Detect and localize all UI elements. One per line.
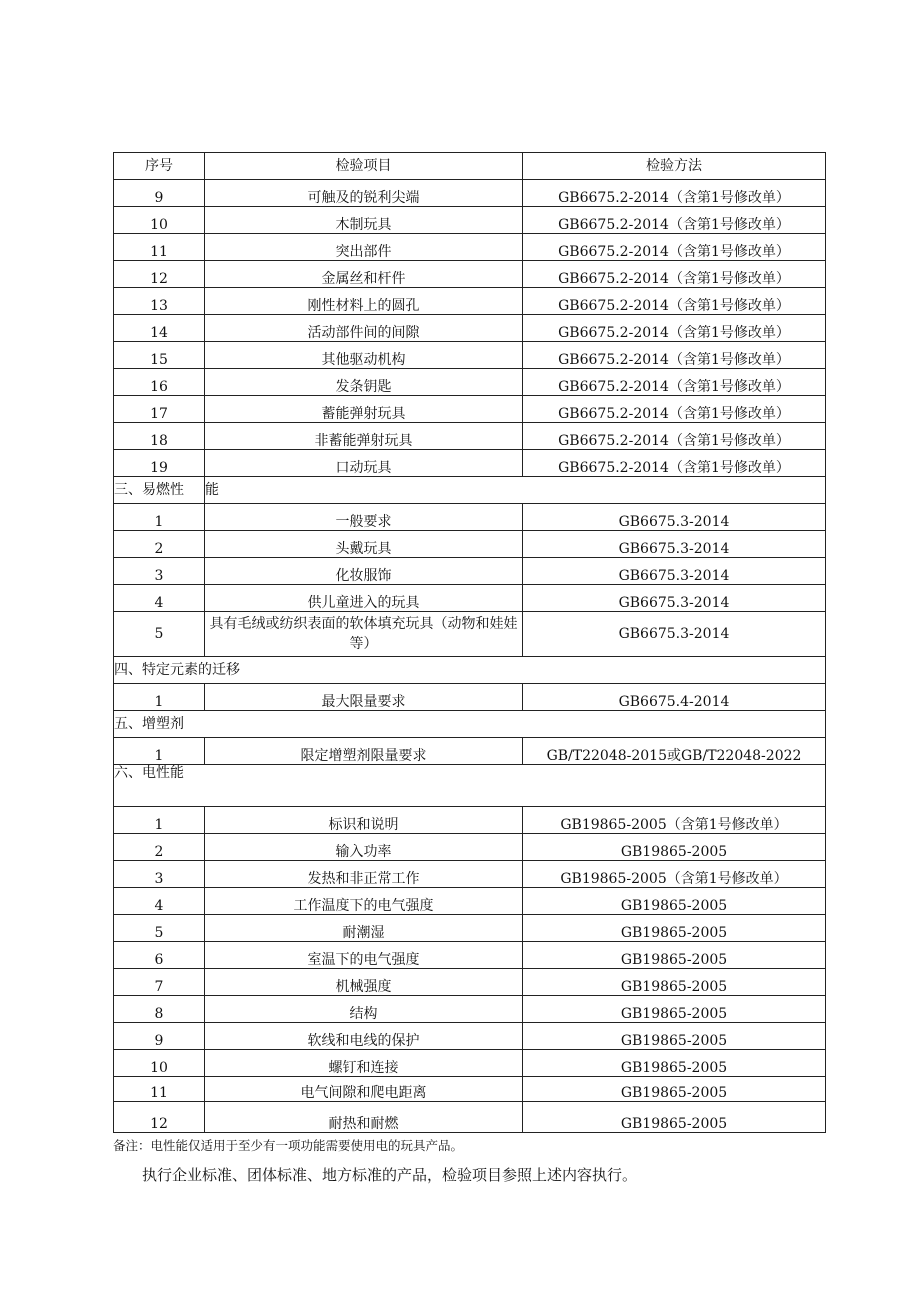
row-seq: 9 [114, 180, 205, 207]
row-seq: 12 [114, 261, 205, 288]
table-row [114, 396, 826, 423]
table-row [114, 531, 826, 558]
row-method: GB6675.2-2014（含第1号修改单） [523, 234, 826, 261]
section-label: 五、增塑剂 [114, 711, 826, 738]
row-seq: 2 [114, 834, 205, 861]
footnote: 备注：电性能仅适用于至少有一项功能需要使用电的玩具产品。 [113, 1138, 464, 1153]
row-item: 结构 [205, 996, 523, 1023]
table-row [114, 315, 826, 342]
section-row [114, 477, 826, 504]
table-row [114, 585, 826, 612]
row-seq: 7 [114, 969, 205, 996]
row-method: GB6675.3-2014 [523, 504, 826, 531]
table-row [114, 180, 826, 207]
table-row [114, 942, 826, 969]
table-row [114, 450, 826, 477]
row-seq: 12 [114, 1102, 205, 1133]
row-method: GB19865-2005 [523, 969, 826, 996]
row-seq: 3 [114, 861, 205, 888]
row-method: GB19865-2005 [523, 942, 826, 969]
row-method: GB6675.2-2014（含第1号修改单） [523, 288, 826, 315]
row-method: GB19865-2005（含第1号修改单） [523, 807, 826, 834]
row-seq: 11 [114, 234, 205, 261]
section-label: 三、易燃性 [114, 477, 205, 504]
table-row [114, 558, 826, 585]
header-method: 检验方法 [523, 153, 826, 180]
row-seq: 1 [114, 807, 205, 834]
row-seq: 19 [114, 450, 205, 477]
row-method: GB19865-2005 [523, 996, 826, 1023]
row-item: 一般要求 [205, 504, 523, 531]
row-method: GB6675.3-2014 [523, 531, 826, 558]
table-row [114, 288, 826, 315]
row-seq: 5 [114, 915, 205, 942]
row-item: 发热和非正常工作 [205, 861, 523, 888]
row-item: 工作温度下的电气强度 [205, 888, 523, 915]
row-method: GB6675.2-2014（含第1号修改单） [523, 369, 826, 396]
row-item: 输入功率 [205, 834, 523, 861]
row-item: 软线和电线的保护 [205, 1023, 523, 1050]
table-row [114, 1102, 826, 1133]
table-row [114, 423, 826, 450]
row-method: GB19865-2005 [523, 888, 826, 915]
table-row [114, 234, 826, 261]
row-seq: 8 [114, 996, 205, 1023]
row-item: 可触及的锐利尖端 [205, 180, 523, 207]
row-item: 最大限量要求 [205, 684, 523, 711]
row-method: GB/T22048-2015或GB/T22048-2022 [523, 738, 826, 765]
table-row [114, 834, 826, 861]
row-item: 供儿童进入的玩具 [205, 585, 523, 612]
table-row [114, 915, 826, 942]
table-row [114, 807, 826, 834]
row-seq: 14 [114, 315, 205, 342]
inspection-table [113, 152, 826, 1133]
row-item: 金属丝和杆件 [205, 261, 523, 288]
row-item: 活动部件间的间隙 [205, 315, 523, 342]
row-item: 限定增塑剂限量要求 [205, 738, 523, 765]
row-item: 头戴玩具 [205, 531, 523, 558]
row-method: GB6675.4-2014 [523, 684, 826, 711]
row-item: 室温下的电气强度 [205, 942, 523, 969]
table-row [114, 342, 826, 369]
row-method: GB19865-2005 [523, 834, 826, 861]
row-item: 机械强度 [205, 969, 523, 996]
row-item: 耐热和耐燃 [205, 1102, 523, 1133]
section-label: 六、电性能 [114, 765, 826, 807]
row-method: GB6675.2-2014（含第1号修改单） [523, 342, 826, 369]
row-item: 发条钥匙 [205, 369, 523, 396]
row-seq: 4 [114, 585, 205, 612]
row-method: GB6675.3-2014 [523, 612, 826, 657]
section-row [114, 657, 826, 684]
section-label-tail: 能 [205, 477, 826, 504]
table-row [114, 888, 826, 915]
row-method: GB19865-2005 [523, 915, 826, 942]
row-seq: 13 [114, 288, 205, 315]
table-row [114, 996, 826, 1023]
row-seq: 18 [114, 423, 205, 450]
table-row [114, 261, 826, 288]
row-seq: 1 [114, 684, 205, 711]
row-item: 非蓄能弹射玩具 [205, 423, 523, 450]
row-seq: 11 [114, 1077, 205, 1102]
row-method: GB6675.2-2014（含第1号修改单） [523, 261, 826, 288]
row-method: GB19865-2005 [523, 1050, 826, 1077]
section-row [114, 711, 826, 738]
row-method: GB6675.2-2014（含第1号修改单） [523, 180, 826, 207]
body-paragraph: 执行企业标准、团体标准、地方标准的产品，检验项目参照上述内容执行。 [142, 1166, 638, 1184]
row-item: 耐潮湿 [205, 915, 523, 942]
row-seq: 15 [114, 342, 205, 369]
row-seq: 10 [114, 1050, 205, 1077]
table-row [114, 861, 826, 888]
row-seq: 3 [114, 558, 205, 585]
table-row [114, 504, 826, 531]
table-row [114, 684, 826, 711]
row-method: GB19865-2005 [523, 1077, 826, 1102]
section-row [114, 765, 826, 807]
table-row [114, 1077, 826, 1102]
header-seq: 序号 [114, 153, 205, 180]
table-row [114, 738, 826, 765]
row-item: 其他驱动机构 [205, 342, 523, 369]
row-method: GB6675.2-2014（含第1号修改单） [523, 423, 826, 450]
row-seq: 5 [114, 612, 205, 657]
row-method: GB6675.2-2014（含第1号修改单） [523, 450, 826, 477]
row-method: GB6675.3-2014 [523, 585, 826, 612]
row-item: 口动玩具 [205, 450, 523, 477]
table-row [114, 369, 826, 396]
table-row [114, 207, 826, 234]
row-item: 刚性材料上的圆孔 [205, 288, 523, 315]
row-item: 具有毛绒或纺织表面的软体填充玩具（动物和娃娃等） [205, 612, 523, 657]
row-item: 标识和说明 [205, 807, 523, 834]
row-seq: 17 [114, 396, 205, 423]
row-method: GB6675.3-2014 [523, 558, 826, 585]
row-item: 木制玩具 [205, 207, 523, 234]
section-label: 四、特定元素的迁移 [114, 657, 826, 684]
row-method: GB19865-2005 [523, 1102, 826, 1133]
row-item: 螺钉和连接 [205, 1050, 523, 1077]
row-method: GB6675.2-2014（含第1号修改单） [523, 396, 826, 423]
row-seq: 2 [114, 531, 205, 558]
row-seq: 6 [114, 942, 205, 969]
row-seq: 16 [114, 369, 205, 396]
row-method: GB19865-2005 [523, 1023, 826, 1050]
table-header-row [114, 153, 826, 180]
row-method: GB6675.2-2014（含第1号修改单） [523, 207, 826, 234]
row-seq: 1 [114, 738, 205, 765]
table-row [114, 612, 826, 657]
row-item: 电气间隙和爬电距离 [205, 1077, 523, 1102]
row-item: 化妆服饰 [205, 558, 523, 585]
row-item: 突出部件 [205, 234, 523, 261]
table-row [114, 969, 826, 996]
row-seq: 4 [114, 888, 205, 915]
row-seq: 1 [114, 504, 205, 531]
row-seq: 9 [114, 1023, 205, 1050]
row-method: GB19865-2005（含第1号修改单） [523, 861, 826, 888]
table-row [114, 1050, 826, 1077]
header-item: 检验项目 [205, 153, 523, 180]
row-item: 蓄能弹射玩具 [205, 396, 523, 423]
row-method: GB6675.2-2014（含第1号修改单） [523, 315, 826, 342]
row-seq: 10 [114, 207, 205, 234]
table-row [114, 1023, 826, 1050]
